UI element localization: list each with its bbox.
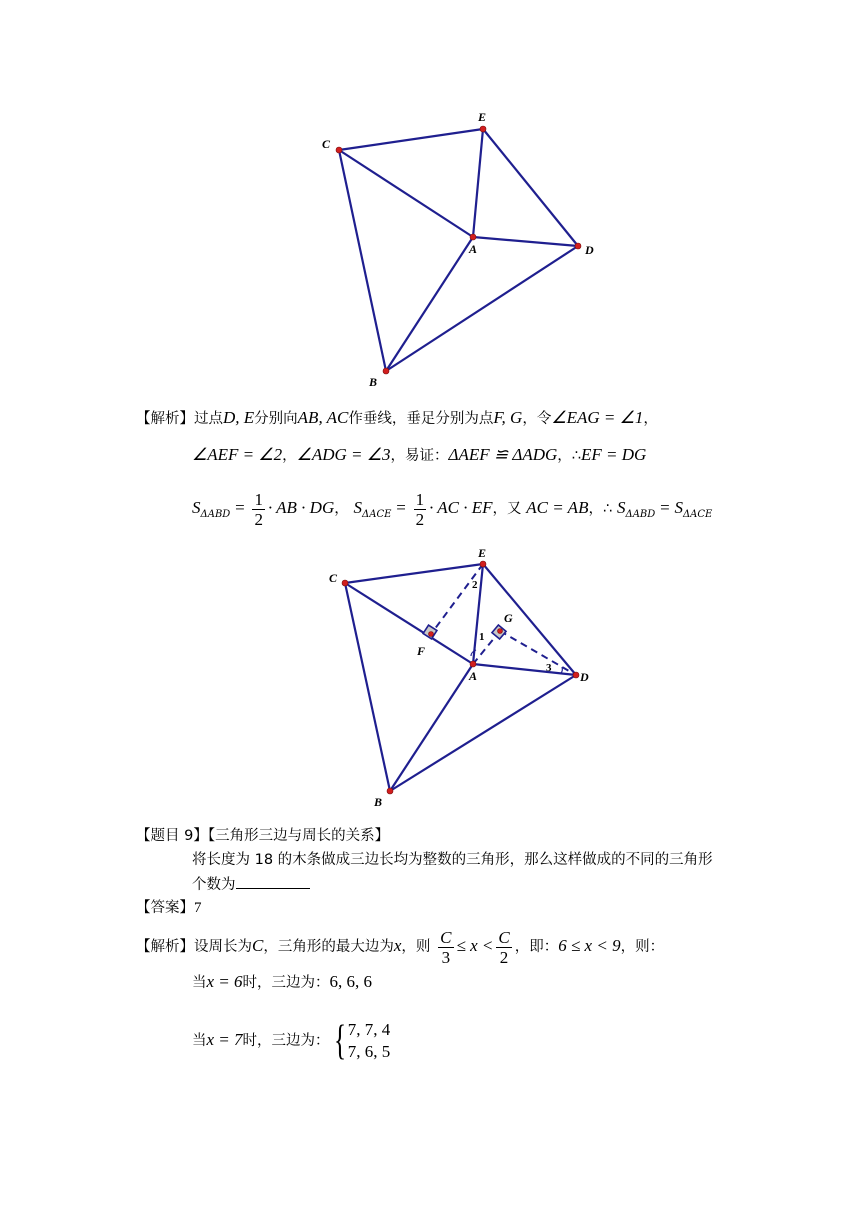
q9-solution-tag: 【解析】 — [136, 939, 194, 955]
therefore-2: ，∴ — [588, 501, 613, 517]
label2-F: F — [417, 644, 426, 658]
q9-s-b: ，三角形的最大边为 — [263, 939, 394, 955]
fraction-c-2: $\frac{C}{2}$ — [498, 927, 510, 967]
s1-e: ， — [643, 411, 658, 427]
question-9-body-1: 将长度为 18 的木条做成三边长均为整数的三角形，那么这样做成的不同的三角形 — [192, 852, 713, 868]
case2-a: 当 — [192, 1033, 207, 1049]
angle-label-2: 2 — [472, 579, 478, 591]
angle-arc-3 — [561, 667, 562, 673]
point2-G — [498, 629, 503, 634]
s2-prove: ，易证： — [390, 448, 449, 464]
point2-A — [470, 661, 476, 667]
label2-E: E — [478, 546, 487, 560]
area-abd-symbol: S — [192, 498, 201, 517]
term-ab-dg: · AB · DG — [267, 498, 335, 517]
s2-angle3: ∠ADG = ∠3 — [296, 445, 391, 464]
point2-C — [342, 580, 348, 586]
label2-C: C — [329, 571, 338, 585]
edge2-ED — [483, 564, 576, 675]
edge2-AD — [473, 664, 576, 675]
term-ac-ef: · AC · EF — [429, 498, 493, 517]
q9-solution-line-1 — [136, 924, 664, 969]
fraction-c-3: $\frac{C}{3}$ — [440, 927, 452, 967]
answer-blank — [236, 874, 310, 889]
label-D: D — [585, 243, 594, 257]
question-9-body-2-text: 个数为 — [192, 877, 236, 893]
case2-b: 时，三边为： — [242, 1033, 330, 1049]
angle-label-3: 3 — [546, 662, 552, 674]
case1-b: 时，三边为： — [242, 975, 330, 991]
question-9-title: 【题目 9】【三角形三边与周长的关系】 — [136, 828, 390, 844]
again: ，又 — [492, 501, 522, 517]
case2-cond: x = 7 — [206, 1030, 243, 1049]
q9-s-c: ，则 — [401, 939, 431, 955]
edge2-CE — [345, 564, 483, 583]
point2-B — [387, 788, 393, 794]
s1-b: 分别向 — [254, 411, 298, 427]
s1-fg: F, G — [493, 408, 523, 427]
label-C: C — [322, 137, 331, 151]
case-x-7 — [192, 1016, 390, 1065]
edge2-CA — [345, 583, 473, 664]
case2-option-2: 7, 6, 5 — [347, 1042, 391, 1061]
comma-1: ， — [334, 501, 349, 517]
case1-cond: x = 6 — [206, 972, 243, 991]
label2-A: A — [469, 669, 478, 683]
conclusion-s1-sub: ΔABD — [625, 509, 656, 520]
label2-G: G — [504, 611, 513, 625]
ac-eq-ab: AC = AB — [526, 498, 589, 517]
q9-range: 6 ≤ x < 9 — [558, 936, 621, 955]
case1-sides: 6, 6, 6 — [329, 972, 373, 991]
s1-abac: AB, AC — [297, 408, 349, 427]
half-fraction-2: $\frac{1}{2}$ — [415, 489, 425, 529]
area-ace-symbol: S — [353, 498, 363, 517]
case1-a: 当 — [192, 975, 207, 991]
label2-D: D — [580, 670, 589, 684]
angle-label-1: 1 — [479, 631, 485, 643]
q9-s-e: ，则： — [620, 939, 665, 955]
left-brace: { — [333, 1018, 346, 1064]
perp-EF — [431, 564, 483, 634]
answer-value: 7 — [194, 900, 202, 916]
eq-2: = — [396, 498, 406, 517]
q9-s-x: x — [393, 936, 402, 955]
s1-de: D, E — [223, 408, 255, 427]
label-E: E — [478, 110, 487, 124]
question-9-body-2 — [192, 874, 310, 895]
s2-ef-dg: EF = DG — [581, 445, 647, 464]
s2-therefore: ，∴ — [557, 448, 582, 464]
case2-option-1: 7, 7, 4 — [347, 1020, 391, 1039]
point2-D — [573, 672, 579, 678]
eq-1: = — [235, 498, 245, 517]
s1-d: ，令 — [522, 411, 552, 427]
q9-s-d: ，即： — [514, 939, 559, 955]
label2-B: B — [374, 795, 383, 809]
q9-ineq: ≤ x < — [456, 936, 494, 955]
case-x-6 — [192, 972, 372, 993]
solution-tag: 【解析】 — [136, 411, 194, 427]
label-B: B — [369, 375, 378, 389]
case2-options — [348, 1019, 391, 1063]
q9-s-C: C — [252, 936, 264, 955]
eq-3: = — [660, 498, 670, 517]
answer-tag: 【答案】 — [136, 900, 194, 916]
half-fraction-1: $\frac{1}{2}$ — [254, 489, 263, 529]
edge2-BD — [390, 675, 576, 791]
label-A: A — [469, 242, 478, 256]
answer-line — [136, 898, 202, 918]
point2-E — [480, 561, 486, 567]
s2-angle2: ∠AEF = ∠2 — [192, 445, 283, 464]
q9-s-a: 设周长为 — [194, 939, 252, 955]
s2-congruent: ΔAEF ≌ ΔADG — [448, 445, 558, 464]
s1-c: 作垂线，垂足分别为点 — [348, 411, 494, 427]
conclusion-s1: S — [616, 498, 626, 517]
edge2-AB — [390, 664, 473, 791]
area-ace-sub: ΔACE — [362, 509, 392, 520]
point2-F — [429, 632, 434, 637]
s2-c1: ， — [282, 448, 297, 464]
s1-a: 过点 — [194, 411, 223, 427]
edge2-CB — [345, 583, 390, 791]
conclusion-s2-sub: ΔACE — [682, 509, 713, 520]
conclusion-s2: S — [674, 498, 683, 517]
s1-angle: ∠EAG = ∠1 — [551, 408, 644, 427]
area-abd-sub: ΔABD — [200, 509, 231, 520]
